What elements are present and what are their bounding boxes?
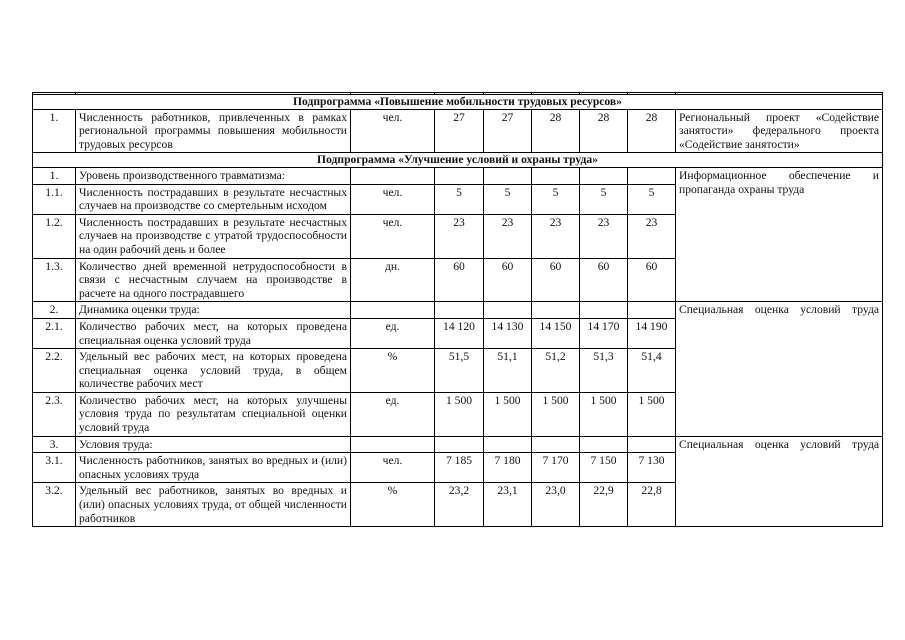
value-cell: 27 — [435, 109, 484, 153]
group-header-row — [33, 302, 883, 319]
indicator-name: Количество дней временной нетрудоспособности в связи с несчастным случаем на производстве в расчете на одного пострадавшего — [76, 258, 351, 302]
row-number: 2.3. — [33, 392, 76, 436]
value-cell: 51,1 — [484, 349, 532, 393]
value-cell: 23 — [435, 214, 484, 258]
value-cell: 7 185 — [435, 453, 484, 483]
group-header-row — [33, 167, 883, 184]
value-cell: 60 — [435, 258, 484, 302]
value-cell: 51,3 — [580, 349, 628, 393]
value-cell: 23 — [532, 214, 580, 258]
row-number: 3. — [33, 436, 76, 453]
value-cell: 23,0 — [532, 483, 580, 527]
value-cell: 14 170 — [580, 318, 628, 348]
value-cell: 5 — [628, 184, 676, 214]
value-cell: 60 — [628, 258, 676, 302]
value-cell: 5 — [484, 184, 532, 214]
value-cell: 23 — [580, 214, 628, 258]
row-number: 1.3. — [33, 258, 76, 302]
value-cell: 28 — [580, 109, 628, 153]
value-cell: 28 — [532, 109, 580, 153]
value-cell: 1 500 — [628, 392, 676, 436]
row-number: 3.1. — [33, 453, 76, 483]
row-number: 1. — [33, 109, 76, 153]
group-header-row — [33, 436, 883, 453]
indicator-name: Численность работников, привлеченных в рамках региональной программы повышения мобильности трудовых ресурсов — [76, 109, 351, 153]
group-title: Уровень производственного травматизма: — [76, 167, 351, 184]
unit: чел. — [351, 453, 435, 483]
value-cell: 51,4 — [628, 349, 676, 393]
row-number: 2. — [33, 302, 76, 319]
unit: % — [351, 349, 435, 393]
unit: чел. — [351, 214, 435, 258]
indicator-name: Количество рабочих мест, на которых проведена специальная оценка условий труда — [76, 318, 351, 348]
value-cell: 1 500 — [580, 392, 628, 436]
group-title: Динамика оценки труда: — [76, 302, 351, 319]
value-cell: 7 170 — [532, 453, 580, 483]
indicators-table — [32, 92, 883, 527]
value-cell: 22,8 — [628, 483, 676, 527]
row-number: 1.1. — [33, 184, 76, 214]
row-number: 2.2. — [33, 349, 76, 393]
value-cell: 51,5 — [435, 349, 484, 393]
row-number: 2.1. — [33, 318, 76, 348]
value-cell: 60 — [580, 258, 628, 302]
value-cell: 7 180 — [484, 453, 532, 483]
program-note: Специальная оценка условий труда — [676, 302, 883, 436]
indicator-name: Удельный вес работников, занятых во вредных и (или) опасных условиях труда, от общей численности работников — [76, 483, 351, 527]
row-number: 3.2. — [33, 483, 76, 527]
program-note: Информационное обеспечение и пропаганда охраны труда — [676, 167, 883, 301]
value-cell: 7 130 — [628, 453, 676, 483]
subprogram-header-mobility — [33, 95, 883, 110]
value-cell: 22,9 — [580, 483, 628, 527]
value-cell: 27 — [484, 109, 532, 153]
value-cell: 1 500 — [435, 392, 484, 436]
unit: % — [351, 483, 435, 527]
unit: ед. — [351, 318, 435, 348]
indicator-name: Численность работников, занятых во вредных и (или) опасных условиях труда — [76, 453, 351, 483]
value-cell: 60 — [532, 258, 580, 302]
unit: чел. — [351, 109, 435, 153]
indicator-name: Численность пострадавших в результате несчастных случаев на производстве со смертельным исходом — [76, 184, 351, 214]
program-note: Специальная оценка условий труда — [676, 436, 883, 527]
row-number: 1.2. — [33, 214, 76, 258]
value-cell: 23 — [484, 214, 532, 258]
value-cell: 14 150 — [532, 318, 580, 348]
value-cell: 1 500 — [484, 392, 532, 436]
value-cell: 60 — [484, 258, 532, 302]
unit: ед. — [351, 392, 435, 436]
value-cell: 14 130 — [484, 318, 532, 348]
program-note: Региональный проект «Содействие занятости» федерального проекта «Содействие занятости» — [676, 109, 883, 153]
indicator-name: Удельный вес рабочих мест, на которых проведена специальная оценка условий труда, в общем количестве рабочих мест — [76, 349, 351, 393]
table-row — [33, 109, 883, 153]
row-number: 1. — [33, 167, 76, 184]
value-cell: 5 — [580, 184, 628, 214]
subprogram-header-labor-safety — [33, 153, 883, 168]
value-cell: 28 — [628, 109, 676, 153]
unit: дн. — [351, 258, 435, 302]
subprogram-title: Подпрограмма «Повышение мобильности трудовых ресурсов» — [33, 95, 883, 110]
value-cell: 14 190 — [628, 318, 676, 348]
value-cell: 5 — [435, 184, 484, 214]
value-cell: 23,1 — [484, 483, 532, 527]
value-cell: 5 — [532, 184, 580, 214]
group-title: Условия труда: — [76, 436, 351, 453]
value-cell: 7 150 — [580, 453, 628, 483]
value-cell: 23 — [628, 214, 676, 258]
indicator-name: Численность пострадавших в результате несчастных случаев на производстве с утратой трудоспособности на один рабочий день и более — [76, 214, 351, 258]
subprogram-title: Подпрограмма «Улучшение условий и охраны труда» — [33, 153, 883, 168]
value-cell: 14 120 — [435, 318, 484, 348]
unit: чел. — [351, 184, 435, 214]
value-cell: 51,2 — [532, 349, 580, 393]
indicator-name: Количество рабочих мест, на которых улучшены условия труда по результатам специальной оценки условий труда — [76, 392, 351, 436]
value-cell: 1 500 — [532, 392, 580, 436]
value-cell: 23,2 — [435, 483, 484, 527]
